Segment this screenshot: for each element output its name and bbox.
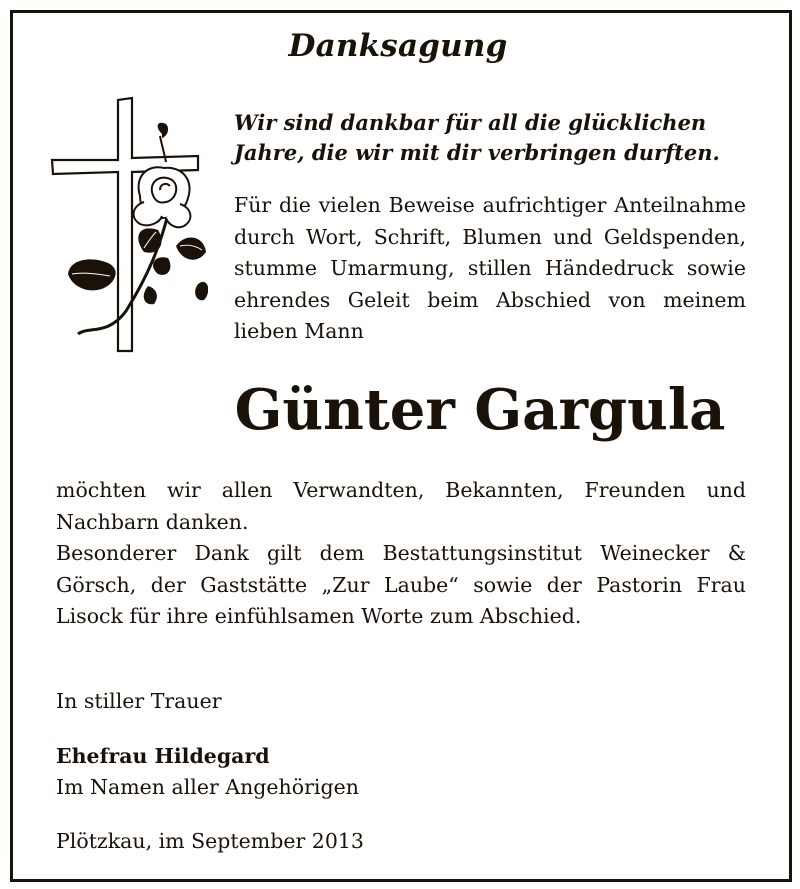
deceased-name: Günter Gargula xyxy=(234,377,726,443)
motto-line: Wir sind dankbar für all die glücklichen xyxy=(234,110,707,135)
thanks-paragraph: Besonderer Dank gilt dem Bestattungsinstitut Weinecker & Görsch, der Gaststätte „Zur Laube“ sowie der Pastorin Frau Lisock für ihre einfühlsamen Worte zum Abschied. xyxy=(56,541,746,628)
thanks-paragraphs xyxy=(56,475,746,633)
cross-with-rose-icon xyxy=(48,96,208,356)
signer-name: Ehefrau Hildegard xyxy=(56,744,270,768)
thanks-paragraph: möchten wir allen Verwandten, Bekannten, Freunden und Nachbarn danken. xyxy=(56,478,746,534)
place-date: Plötzkau, im September 2013 xyxy=(56,829,364,853)
family-line: Im Namen aller Angehörigen xyxy=(56,775,359,799)
motto-line: Jahre, die wir mit dir verbringen durften. xyxy=(234,140,720,165)
notice-title: Danksagung xyxy=(288,28,508,64)
mourning-line: In stiller Trauer xyxy=(56,689,222,713)
signature-block xyxy=(56,741,359,803)
intro-paragraph: Für die vielen Beweise aufrichtiger Anteilnahme durch Wort, Schrift, Blumen und Geldspenden, stumme Umarmung, stillen Händedruck sowie ehrendes Geleit beim Abschied von meinem lieben Mann xyxy=(234,193,746,343)
motto xyxy=(234,108,774,168)
